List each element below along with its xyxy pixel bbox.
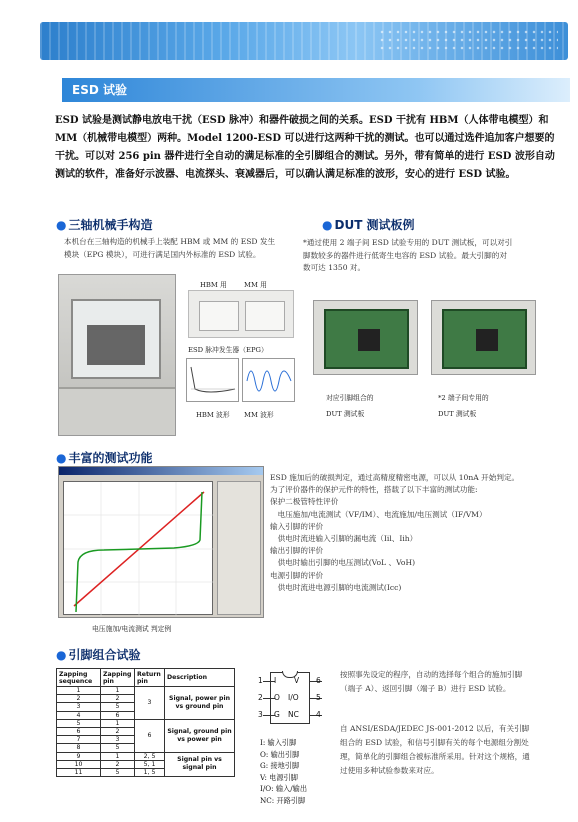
epg-photo xyxy=(188,290,294,338)
bullet-icon: ● xyxy=(56,648,67,662)
pin-legend: I: 输入引脚 O: 输出引脚 G: 接地引脚 V: 电源引脚 I/O: 输入/输出 NC: 开路引脚 xyxy=(260,738,308,805)
table-row: 3 5 xyxy=(57,703,235,711)
machine-photo xyxy=(58,274,176,436)
header-banner xyxy=(40,22,568,60)
bullet-icon: ● xyxy=(322,218,333,232)
functions-line: 供电时流进电源引脚的电流测试(Icc) xyxy=(270,582,402,592)
dut-caption-2b: DUT 测试板 xyxy=(438,410,477,418)
dut-heading: ● DUT 测试板例 xyxy=(322,218,415,232)
table-header: Zapping sequence xyxy=(57,669,101,687)
table-header: Return pin xyxy=(135,669,165,687)
bullet-icon: ● xyxy=(56,218,67,232)
functions-heading: ● 丰富的测试功能 xyxy=(56,451,153,465)
table-row: 10 2 5, 1 xyxy=(57,760,235,768)
intro-paragraph: ESD 试验是测试静电放电干扰（ESD 脉冲）和器件破损之间的关系。ESD 干扰有 HBM（人体带电模型）和 MM（机械带电模型）两种。Model 1200-ESD 可以进行这两种干扰的测试。也可以通过选件追加客户想要的干扰。可以对 256 pin 器件进行全自动的满足标准的全引脚组合的测试。另外，带有简单的进行 ESD 波形自动测试的软件，准备好示波器、电流探头、衰减器后，可以确认满足标准的波形，安心的进行 ESD 试验。 xyxy=(55,115,555,180)
table-row: 11 5 1, 5 xyxy=(57,768,235,776)
functions-line: 输出引脚的评价 xyxy=(270,546,324,556)
ic-pin-diagram: 1 2 3 I O G V I/O NC 6 5 4 xyxy=(258,672,324,724)
section-title-bar xyxy=(62,78,570,102)
functions-line: ESD 施加后的破损判定，通过高精度精密电源，可以从 10nA 开始判定。 xyxy=(270,473,520,482)
table-row: 7 3 xyxy=(57,736,235,744)
dut-board-photo-1 xyxy=(313,300,418,375)
section-title: ESD 试验 xyxy=(72,83,127,97)
dut-text: *通过使用 2 端子间 ESD 试验专用的 DUT 测试板，可以对引脚数较多的器件进行低寄生电容的 ESD 试验。最大引脚的对数可达 1350 对。 xyxy=(303,238,513,272)
dut-caption-1a: 对应引脚组合的 xyxy=(326,394,374,402)
zapping-table xyxy=(56,668,235,777)
bullet-icon: ● xyxy=(56,451,67,465)
functions-list xyxy=(270,472,552,594)
robot-text: 本机台在三轴构造的机械手上装配 HBM 或 MM 的 ESD 发生模块（EPG 模块），可进行满足国内外标准的 ESD 试验。 xyxy=(64,237,276,259)
dut-caption-2a: *2 端子间专用的 xyxy=(438,394,489,402)
hbm-label: HBM 用 xyxy=(200,281,227,289)
functions-line: 输入引脚的评价 xyxy=(270,521,324,531)
epg-caption: ESD 脉冲发生器（EPG） xyxy=(188,346,268,354)
software-screenshot xyxy=(58,466,264,618)
hbm-wave-caption: HBM 波形 xyxy=(196,411,230,419)
table-row: 5 1 6 Signal, ground pin vs power pin xyxy=(57,719,235,727)
mm-label: MM 用 xyxy=(244,281,267,289)
table-row: 6 2 xyxy=(57,727,235,735)
functions-line: 电压施加/电流测试（VF/IM）、电流施加/电压测试（IF/VM） xyxy=(270,509,487,519)
dut-caption-1b: DUT 测试板 xyxy=(326,410,365,418)
mm-waveform xyxy=(242,358,295,402)
table-row: 4 6 xyxy=(57,711,235,719)
table-header: Zapping pin xyxy=(101,669,135,687)
hbm-waveform xyxy=(186,358,239,402)
pin-combo-text-1: 按照事先设定的程序，自动的选择每个组合的施加引脚（端子 A）、返回引脚（端子 B）进行 ESD 试验。 xyxy=(340,670,523,693)
table-header: Description xyxy=(165,669,235,687)
screenshot-caption: 电压施加/电流测试 判定例 xyxy=(92,625,172,633)
dut-board-photo-2 xyxy=(431,300,536,375)
table-row: 2 2 xyxy=(57,695,235,703)
pin-combo-heading: ● 引脚组合试验 xyxy=(56,648,141,662)
functions-line: 供电时流进输入引脚的漏电流（Iil、Iih） xyxy=(270,534,418,544)
functions-line: 为了评价器件的保护元件的特性，搭载了以下丰富的测试功能: xyxy=(270,485,478,495)
functions-line: 供电时输出引脚的电压测试(VoL 、VoH) xyxy=(270,558,416,568)
pin-combo-text-2: 自 ANSI/ESDA/JEDEC JS-001-2012 以后，有关引脚组合的 ESD 试验，和信号引脚有关的每个电源组分割处理，简单化的引脚组合被标准所采用。针对这个规格，通过使用多种试验参数来对应。 xyxy=(340,724,530,775)
robot-heading: ● 三轴机械手构造 xyxy=(56,218,153,232)
table-row: 1 1 3 Signal, power pin vs ground pin xyxy=(57,687,235,695)
table-row: 9 1 2, 5 Signal pin vs signal pin xyxy=(57,752,235,760)
mm-wave-caption: MM 波形 xyxy=(244,411,274,419)
functions-line: 电源引脚的评价 xyxy=(270,570,324,580)
table-row: 8 5 xyxy=(57,744,235,752)
functions-line: 保护二极管特性评价 xyxy=(270,497,339,507)
